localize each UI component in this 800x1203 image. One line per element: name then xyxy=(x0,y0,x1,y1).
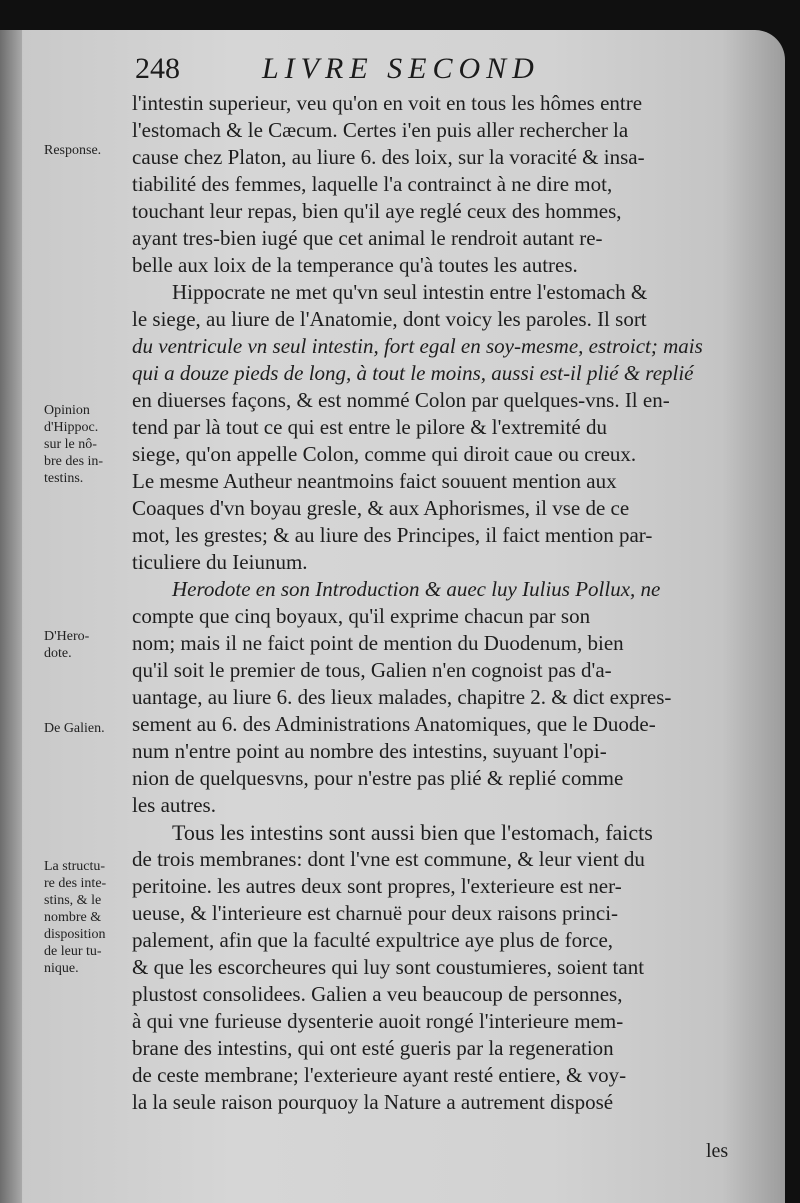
text-line: de trois membranes: dont l'vne est commune, & leur vient du xyxy=(132,847,645,871)
text-line: Coaques d'vn boyau gresle, & aux Aphorismes, il vse de ce xyxy=(132,496,630,520)
text-line: qu'il soit le premier de tous, Galien n'en cognoist pas d'a- xyxy=(132,658,612,682)
body-text xyxy=(132,90,732,1116)
text-line: num n'entre point au nombre des intestins, suyuant l'opi- xyxy=(132,739,607,763)
text-line: peritoine. les autres deux sont propres, l'exterieure est ner- xyxy=(132,874,622,898)
margin-line: La structu- xyxy=(44,859,106,874)
text-line: belle aux loix de la temperance qu'à toutes les autres. xyxy=(132,253,578,277)
text-line: de ceste membrane; l'exterieure ayant resté entiere, & voy- xyxy=(132,1063,627,1087)
text-line: uantage, au liure 6. des lieux malades, chapitre 2. & dict expres- xyxy=(132,685,672,709)
text-line: tend par là tout ce qui est entre le pilore & l'extremité du xyxy=(132,415,607,439)
text-line: compte que cinq boyaux, qu'il exprime chacun par son xyxy=(132,604,591,628)
marginal-note-herodote xyxy=(44,628,132,662)
text-line: palement, afin que la faculté expultrice aye plus de force, xyxy=(132,928,614,952)
margin-line: nique. xyxy=(44,961,79,976)
catchword: les xyxy=(706,1140,729,1162)
text-line: qui a douze pieds de long, à tout le moins, aussi est-il plié & replié xyxy=(132,361,694,385)
text-line: l'estomach & le Cæcum. Certes i'en puis aller rechercher la xyxy=(132,118,629,142)
text-line: cause chez Platon, au liure 6. des loix, sur la voracité & insa- xyxy=(132,145,645,169)
text-line: nom; mais il ne faict point de mention du Duodenum, bien xyxy=(132,631,624,655)
text-line: mot, les grestes; & au liure des Principes, il faict mention par- xyxy=(132,523,653,547)
text-line: plustost consolidees. Galien a veu beaucoup de personnes, xyxy=(132,982,623,1006)
paragraph-start-line: Tous les intestins sont aussi bien que l'estomach, faicts xyxy=(172,820,653,845)
paragraph-start-line: Herodote en son Introduction & auec luy Iulius Pollux, ne xyxy=(172,577,661,601)
text-line: ticuliere du Ieiunum. xyxy=(132,550,308,574)
margin-line: stins, & le xyxy=(44,893,102,908)
margin-line: dote. xyxy=(44,646,72,661)
margin-line: sur le nô- xyxy=(44,437,97,452)
text-line: ayant tres-bien iugé que cet animal le rendroit autant re- xyxy=(132,226,603,250)
text-line: siege, qu'on appelle Colon, comme qui diroit caue ou creux. xyxy=(132,442,637,466)
text-line: nion de quelquesvns, pour n'estre pas plié & replié comme xyxy=(132,766,624,790)
text-line: Le mesme Autheur neantmoins faict souuent mention aux xyxy=(132,469,617,493)
marginal-note-hippocrates xyxy=(44,402,132,487)
text-line: sement au 6. des Administrations Anatomiques, que le Duode- xyxy=(132,712,656,736)
margin-line: testins. xyxy=(44,471,84,486)
margin-line: Response. xyxy=(44,143,102,158)
page-number: 248 xyxy=(135,52,180,85)
text-line: du ventricule vn seul intestin, fort egal en soy-mesme, estroict; mais xyxy=(132,334,703,358)
text-line: le siege, au liure de l'Anatomie, dont voicy les paroles. Il sort xyxy=(132,307,647,331)
margin-line: re des inte- xyxy=(44,876,107,891)
text-line: à qui vne furieuse dysenterie auoit rongé l'interieure mem- xyxy=(132,1009,624,1033)
paragraph-start-line: Hippocrate ne met qu'vn seul intestin entre l'estomach & xyxy=(172,280,648,304)
margin-line: bre des in- xyxy=(44,454,104,469)
text-line: l'intestin superieur, veu qu'on en voit en tous les hômes entre xyxy=(132,91,643,115)
margin-line: nombre & xyxy=(44,910,102,925)
text-line: les autres. xyxy=(132,793,216,817)
margin-line: Opinion xyxy=(44,403,90,418)
text-line: & que les escorcheures qui luy sont coustumieres, soient tant xyxy=(132,955,645,979)
margin-line: disposition xyxy=(44,927,106,942)
margin-line: De Galien. xyxy=(44,721,105,736)
margin-line: de leur tu- xyxy=(44,944,102,959)
text-line: tiabilité des femmes, laquelle l'a contrainct à ne dire mot, xyxy=(132,172,613,196)
book-spine-shadow xyxy=(0,30,22,1203)
text-line: en diuerses façons, & est nommé Colon par quelques-vns. Il en- xyxy=(132,388,670,412)
marginal-note-structure xyxy=(44,858,132,977)
text-line: la la seule raison pourquoy la Nature a autrement disposé xyxy=(132,1090,614,1114)
marginal-note-galien xyxy=(44,720,132,737)
margin-line: d'Hippoc. xyxy=(44,420,99,435)
marginal-note-response xyxy=(44,142,132,159)
text-line: brane des intestins, qui ont esté gueris par la regeneration xyxy=(132,1036,614,1060)
running-title: LIVRE SECOND xyxy=(262,52,540,85)
text-line: ueuse, & l'interieure est charnuë pour deux raisons princi- xyxy=(132,901,619,925)
text-line: touchant leur repas, bien qu'il aye reglé ceux des hommes, xyxy=(132,199,622,223)
margin-line: D'Hero- xyxy=(44,629,90,644)
